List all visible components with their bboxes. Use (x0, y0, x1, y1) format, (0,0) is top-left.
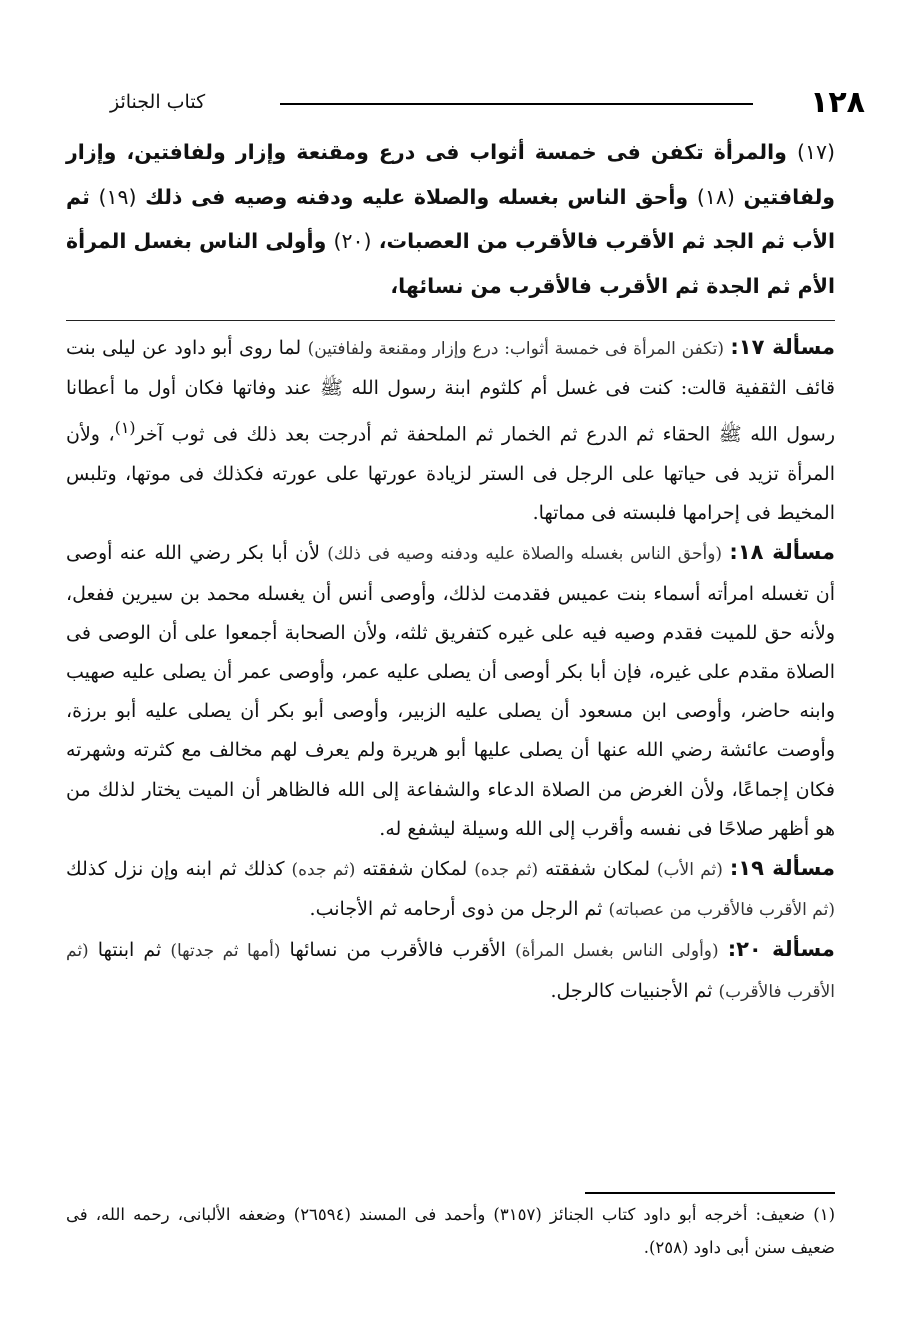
issue-quote: (ثم الأب) (656, 859, 723, 880)
page-number: ١٢٨ (810, 85, 865, 120)
issue-quote: (ثم الأقرب فالأقرب) (66, 941, 835, 1002)
clause-text: والمرأة تكفن فى خمسة أثواب فى درع ومقنعة وإزار ولفافتين، وإزار ولفافتين (66, 140, 836, 209)
clause-text: وأولى الناس بغسل المرأة الأم ثم الجدة ثم الأقرب فالأقرب من نسائها، (66, 229, 835, 298)
issue-quote: (تكفن المرأة فى خمسة أثواب: درع وإزار ومقنعة ولفافتين) (307, 339, 724, 359)
footnote-ref[interactable]: (١) (114, 418, 136, 438)
issue-text: ثم الأجنبيات كالرجل. (550, 979, 713, 1002)
clause-text: وأحق الناس بغسله والصلاة عليه ودفنه وصيه فى ذلك (145, 184, 689, 209)
issue-text: ثم الرجل من ذوى أرحامه ثم الأجانب. (309, 898, 603, 921)
issue-text: لما روى أبو داود عن ليلى بنت قائف الثقفية قالت: كنت فى غسل أم كلثوم ابنة رسول الله ﷺ عند وفاتها فكان أول ما أعطانا رسول الله ﷺ الحقاء ثم الدرع ثم الخمار ثم الملحفة ثم أدرجت بعد ذلك فى ثوب آخر (66, 337, 835, 446)
page-header (40, 86, 865, 120)
clause-number: (١٨) (696, 184, 735, 209)
issue-text: لمكان شفقته (362, 857, 468, 880)
issue-quote: (ثم جده) (291, 859, 356, 880)
issue-17 (66, 328, 835, 533)
footnote-divider (585, 1192, 835, 1194)
issue-text: لمكان شفقته (545, 857, 651, 880)
issue-18 (66, 533, 835, 849)
issue-text: كذلك ثم ابنه وإن نزل كذلك (66, 857, 285, 880)
issue-label: مسألة ١٨: (729, 540, 835, 565)
issue-quote: (أمها ثم جدتها) (170, 941, 281, 962)
issue-quote: (ثم جده) (474, 859, 539, 880)
header-rule (280, 103, 753, 105)
issue-quote: (وأولى الناس بغسل المرأة) (514, 941, 719, 962)
issue-text: الأقرب فالأقرب من نسائها (289, 939, 506, 962)
clause-number: (١٧) (796, 140, 835, 164)
issue-text: لأن أبا بكر رضي الله عنه أوصى أن تغسله امرأته أسماء بنت عميس فقدمت لذلك، وأوصى أنس أن يغسله محمد بن سيرين ففعل، ولأنه حق للميت فقدم وصيه فيه على غيره كتفريق ثلثه، ولأن الصحابة أجمعوا على أن الوصى فى الصلاة مقدم على غيره، فإن أبا بكر أوصى أن يصلى عليه عمر، وأوصى عمر أن يصلى عليه صهيب وابنه حاضر، وأوصى ابن مسعود أن يصلى عليه الزبير، وأوصى أبو بكر أن يصلى عليه أبو برزة، وأوصت عائشة رضي الله عنها أن يصلى عليها أبو هريرة ولم يعرف لهم مخالف مع كثرته وشهرته فكان إجماعًا، ولأن الغرض من الصلاة الدعاء والشفاعة إلى الله فالظاهر أن الميت يختار لذلك من هو أظهر صلاحًا فى نفسه وأقرب إلى الله وسيلة ليشفع له. (66, 542, 835, 840)
footnotes (66, 1198, 835, 1264)
main-text (66, 130, 835, 308)
issue-text: ، ولأن المرأة تزيد فى حياتها على الرجل فى الستر لزيادة عورتها على عورته فكذلك فى موتها، وتلبس المخيط فى إحرامها فلبسته فى مماتها. (66, 423, 835, 525)
issue-quote: (وأحق الناس بغسله والصلاة عليه ودفنه وصيه فى ذلك) (327, 544, 723, 565)
issue-label: مسألة ١٧: (730, 335, 835, 359)
issue-text: ثم ابنتها (97, 939, 162, 962)
issue-label: مسألة ٢٠: (727, 937, 835, 962)
clause-text: ثم الأب ثم الجد ثم الأقرب فالأقرب من العصبات، (66, 184, 835, 253)
commentary (66, 328, 835, 1012)
clause-number: (١٩) (98, 184, 137, 209)
issue-label: مسألة ١٩: (729, 855, 835, 880)
main-paragraph (66, 130, 835, 308)
footnote-1: (١) ضعيف: أخرجه أبو داود كتاب الجنائز (٣١٥٧) وأحمد فى المسند (٢٦٥٩٤) وضعفه الألبانى، رحمه الله، فى ضعيف سنن أبى داود (٢٥٨). (66, 1205, 835, 1257)
issue-19 (66, 849, 835, 930)
issue-quote: (ثم الأقرب فالأقرب من عصباته) (608, 900, 835, 921)
clause-number: (٢٠) (333, 229, 372, 253)
book-title: كتاب الجنائز (110, 91, 206, 113)
issue-20 (66, 930, 835, 1011)
section-divider (66, 320, 835, 321)
